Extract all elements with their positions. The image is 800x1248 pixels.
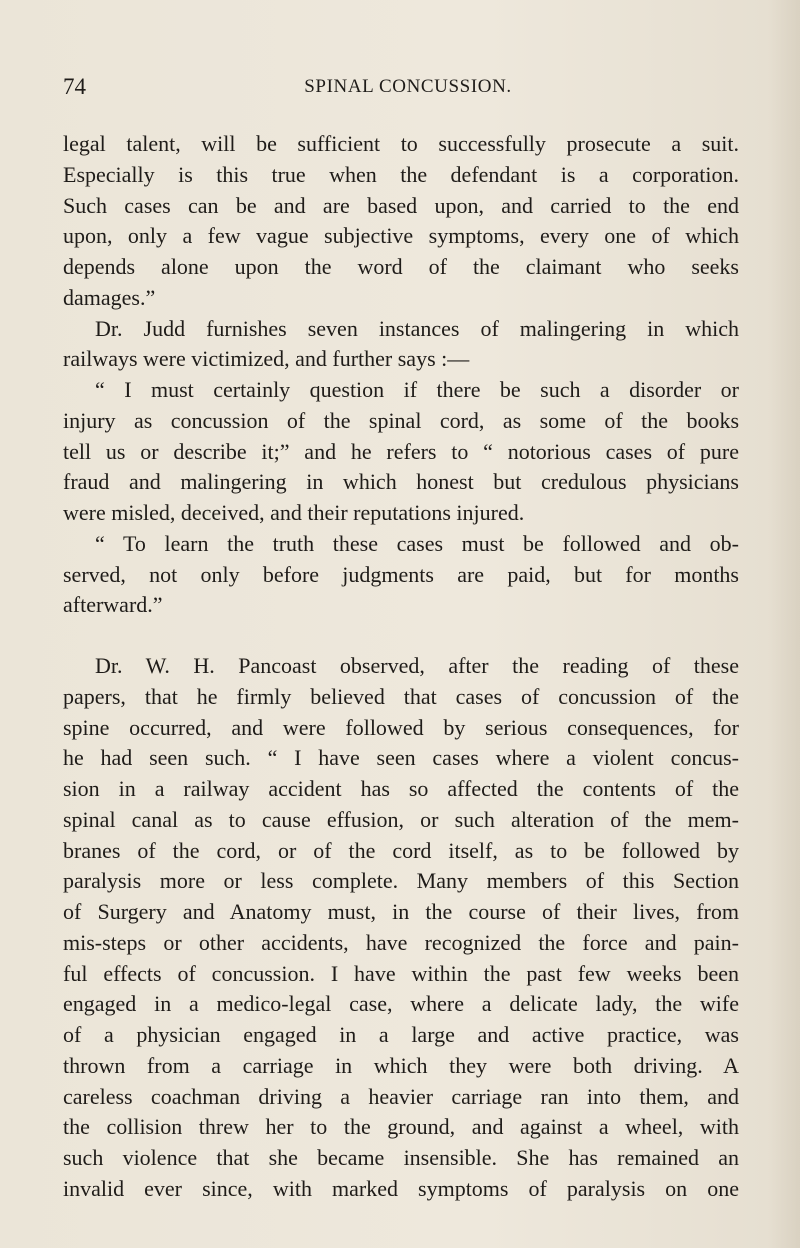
running-title: SPINAL CONCUSSION. <box>304 76 512 97</box>
section-break <box>63 621 739 651</box>
text-line: invalid ever since, with marked symptoms of paralysis on one <box>63 1175 739 1201</box>
text-line: such violence that she became insensible. She has remained an <box>63 1145 739 1170</box>
text-line: tell us or describe it;” and he refers to “ notorious cases of pure <box>63 438 739 464</box>
text-line: were misled, deceived, and their reputations injured. <box>63 500 525 525</box>
paragraph-3 <box>63 375 739 529</box>
page-header <box>63 74 739 100</box>
text-line: ful effects of concussion. I have within the past few weeks been <box>63 960 739 986</box>
text-line: spinal canal as to cause effusion, or such alteration of the mem- <box>63 806 739 832</box>
text-line: injury as concussion of the spinal cord, as some of the books <box>63 407 739 433</box>
body-text <box>63 129 739 1205</box>
paragraph-4 <box>63 529 739 621</box>
text-line: afterward.” <box>63 592 163 618</box>
page-number: 74 <box>63 74 86 99</box>
text-line: “ To learn the truth these cases must be followed and ob- <box>95 530 739 556</box>
paragraph-1 <box>63 129 739 314</box>
text-line: Such cases can be and are based upon, and carried to the end <box>63 192 739 218</box>
text-line: careless coachman driving a heavier carriage ran into them, and <box>63 1083 739 1109</box>
paragraph-2 <box>63 314 739 376</box>
text-line: branes of the cord, or of the cord itself, as to be followed by <box>63 837 739 863</box>
text-line: Dr. Judd furnishes seven instances of malingering in which <box>95 315 739 341</box>
text-line: depends alone upon the word of the claimant who seeks <box>63 254 739 279</box>
text-line: served, not only before judgments are paid, but for months <box>63 561 739 587</box>
text-line: Especially is this true when the defendant is a corporation. <box>63 161 739 187</box>
text-line: of Surgery and Anatomy must, in the course of their lives, from <box>63 899 739 924</box>
text-line: engaged in a medico-legal case, where a delicate lady, the wife <box>63 991 739 1017</box>
text-line: of a physician engaged in a large and active practice, was <box>63 1022 739 1047</box>
text-line: railways were victimized, and further says :— <box>63 346 470 372</box>
text-line: fraud and malingering in which honest but credulous physicians <box>63 469 739 495</box>
text-line: Dr. W. H. Pancoast observed, after the reading of these <box>95 653 739 678</box>
text-line: “ I must certainly question if there be such a disorder or <box>95 377 739 402</box>
paragraph-5 <box>63 651 739 1205</box>
text-line: sion in a railway accident has so affected the contents of the <box>63 776 739 801</box>
text-line: the collision threw her to the ground, and against a wheel, with <box>63 1114 739 1140</box>
text-line: damages.” <box>63 284 156 310</box>
text-line: paralysis more or less complete. Many members of this Section <box>63 868 739 894</box>
text-line: papers, that he firmly believed that cases of concussion of the <box>63 683 739 709</box>
text-line: legal talent, will be sufficient to successfully prosecute a suit. <box>63 131 739 156</box>
text-line: upon, only a few vague subjective symptoms, every one of which <box>63 223 739 249</box>
text-line: spine occurred, and were followed by serious consequences, for <box>63 714 739 740</box>
text-line: thrown from a carriage in which they were both driving. A <box>63 1052 739 1078</box>
text-line: he had seen such. “ I have seen cases where a violent concus- <box>63 745 739 771</box>
text-line: mis-steps or other accidents, have recognized the force and pain- <box>63 929 739 955</box>
